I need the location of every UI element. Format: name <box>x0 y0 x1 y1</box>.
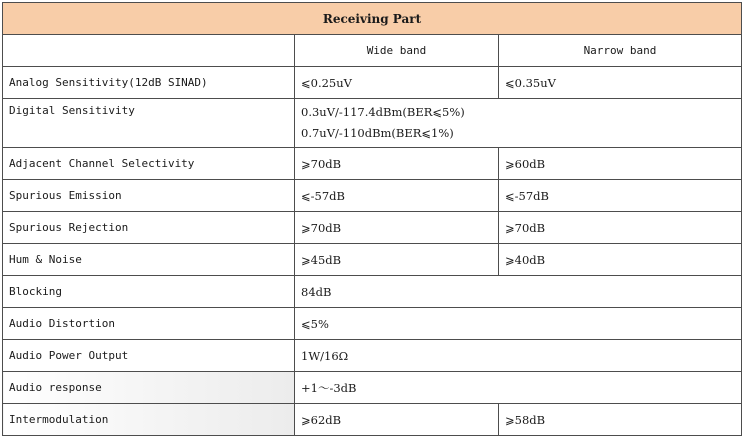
param-blocking: Blocking <box>3 276 295 308</box>
table-row <box>3 67 742 99</box>
value-line: 0.3uV/-117.4dBm(BER⩽5%) <box>301 105 465 119</box>
table-row <box>3 404 742 436</box>
param-analog-sensitivity: Analog Sensitivity(12dB SINAD) <box>3 67 295 99</box>
table-title-row <box>3 3 742 35</box>
value-narrow: ⩾60dB <box>499 148 742 180</box>
param-spurious-rejection: Spurious Rejection <box>3 212 295 244</box>
param-spurious-emission: Spurious Emission <box>3 180 295 212</box>
header-blank-cell <box>3 35 295 67</box>
value-wide: ⩽-57dB <box>295 180 499 212</box>
table-row <box>3 340 742 372</box>
header-wide-band: Wide band <box>295 35 499 67</box>
param-audio-power-output: Audio Power Output <box>3 340 295 372</box>
value-wide: ⩾70dB <box>295 212 499 244</box>
param-digital-sensitivity: Digital Sensitivity <box>3 99 295 148</box>
param-audio-response: Audio response <box>3 372 295 404</box>
value-wide: ⩽0.25uV <box>295 67 499 99</box>
value-merged: 84dB <box>295 276 742 308</box>
table-row <box>3 99 742 148</box>
value-narrow: ⩾40dB <box>499 244 742 276</box>
table-title: Receiving Part <box>3 3 742 35</box>
value-merged: 1W/16Ω <box>295 340 742 372</box>
value-merged: +1～-3dB <box>295 372 742 404</box>
param-adjacent-channel-selectivity: Adjacent Channel Selectivity <box>3 148 295 180</box>
table-row <box>3 212 742 244</box>
value-wide: ⩾45dB <box>295 244 499 276</box>
header-row <box>3 35 742 67</box>
value-narrow: ⩽-57dB <box>499 180 742 212</box>
value-wide: ⩾70dB <box>295 148 499 180</box>
table-row <box>3 276 742 308</box>
value-wide: ⩾62dB <box>295 404 499 436</box>
value-line: 0.7uV/-110dBm(BER⩽1%) <box>301 126 454 140</box>
param-intermodulation: Intermodulation <box>3 404 295 436</box>
value-merged: ⩽5% <box>295 308 742 340</box>
param-audio-distortion: Audio Distortion <box>3 308 295 340</box>
table-row <box>3 244 742 276</box>
param-hum-noise: Hum & Noise <box>3 244 295 276</box>
table-row <box>3 372 742 404</box>
table-row <box>3 308 742 340</box>
value-narrow: ⩾58dB <box>499 404 742 436</box>
value-merged <box>295 99 742 148</box>
header-narrow-band: Narrow band <box>499 35 742 67</box>
table-row <box>3 148 742 180</box>
value-narrow: ⩽0.35uV <box>499 67 742 99</box>
receiving-spec-table <box>2 2 742 436</box>
table-row <box>3 180 742 212</box>
value-narrow: ⩾70dB <box>499 212 742 244</box>
